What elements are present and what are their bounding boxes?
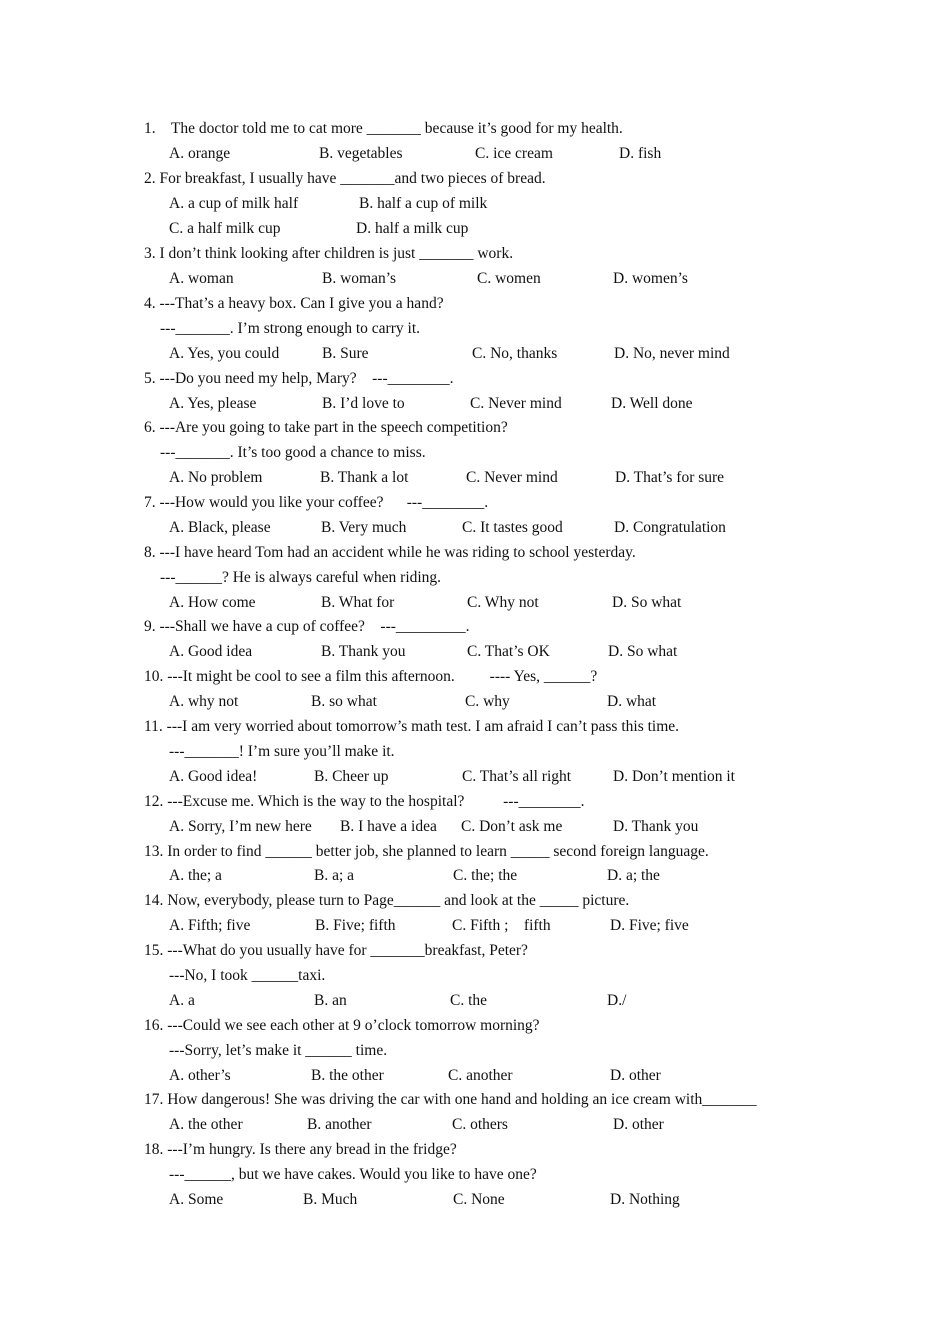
question-10-option-a: A. why not — [169, 693, 239, 710]
question-18-option-d: D. Nothing — [610, 1191, 680, 1208]
question-16-option-b: B. the other — [311, 1067, 384, 1084]
question-12-stem: 12. ---Excuse me. Which is the way to the hospital? ---________. — [144, 793, 585, 810]
question-9-option-d: D. So what — [608, 643, 678, 660]
question-9-option-c: C. That’s OK — [467, 643, 550, 660]
question-16-stem: 16. ---Could we see each other at 9 o’clock tomorrow morning? — [144, 1017, 540, 1034]
question-7-option-c: C. It tastes good — [462, 519, 563, 536]
question-2-option-c: C. a half milk cup — [169, 220, 281, 237]
question-7-option-d: D. Congratulation — [614, 519, 726, 536]
question-3-option-c: C. women — [477, 270, 541, 287]
question-13-stem: 13. In order to find ______ better job, she planned to learn _____ second foreign language. — [144, 843, 709, 860]
question-9-option-b: B. Thank you — [321, 643, 406, 660]
question-7-stem: 7. ---How would you like your coffee? ---________. — [144, 494, 489, 511]
question-4-option-d: D. No, never mind — [614, 345, 730, 362]
question-6-option-c: C. Never mind — [466, 469, 558, 486]
question-10-option-b: B. so what — [311, 693, 377, 710]
question-1-option-d: D. fish — [619, 145, 662, 162]
question-17-option-d: D. other — [613, 1116, 664, 1133]
question-12-option-d: D. Thank you — [613, 818, 699, 835]
question-3-option-a: A. woman — [169, 270, 234, 287]
question-5-option-a: A. Yes, please — [169, 395, 257, 412]
question-14-option-a: A. Fifth; five — [169, 917, 251, 934]
question-13-option-c: C. the; the — [453, 867, 518, 884]
question-5-option-c: C. Never mind — [470, 395, 562, 412]
question-6-stem: 6. ---Are you going to take part in the speech competition? — [144, 419, 508, 436]
question-3-option-d: D. women’s — [613, 270, 688, 287]
question-14-option-b: B. Five; fifth — [315, 917, 396, 934]
question-5-option-b: B. I’d love to — [322, 395, 405, 412]
question-10-stem: 10. ---It might be cool to see a film this afternoon. ---- Yes, ______? — [144, 668, 598, 685]
question-1-stem: 1. The doctor told me to cat more _______ because it’s good for my health. — [144, 120, 623, 137]
question-10-option-c: C. why — [465, 693, 510, 710]
question-3-option-b: B. woman’s — [322, 270, 397, 287]
question-8-option-c: C. Why not — [467, 594, 539, 611]
question-11-option-a: A. Good idea! — [169, 768, 258, 785]
question-6-stem-line-2: ---_______. It’s too good a chance to miss. — [160, 444, 426, 461]
question-17-option-b: B. another — [307, 1116, 372, 1133]
question-15-option-d: D./ — [607, 992, 627, 1009]
question-18-stem-line-2: ---______, but we have cakes. Would you like to have one? — [169, 1166, 537, 1183]
question-18-option-a: A. Some — [169, 1191, 224, 1208]
question-6-option-d: D. That’s for sure — [615, 469, 725, 486]
question-16-option-a: A. other’s — [169, 1067, 231, 1084]
question-13-option-d: D. a; the — [607, 867, 660, 884]
question-17-option-c: C. others — [452, 1116, 508, 1133]
question-7-option-a: A. Black, please — [169, 519, 271, 536]
question-12-option-a: A. Sorry, I’m new here — [169, 818, 312, 835]
question-11-option-b: B. Cheer up — [314, 768, 389, 785]
question-2-option-d: D. half a milk cup — [356, 220, 469, 237]
question-4-stem-line-2: ---_______. I’m strong enough to carry it. — [160, 320, 420, 337]
question-11-option-c: C. That’s all right — [462, 768, 572, 785]
question-15-option-c: C. the — [450, 992, 488, 1009]
question-17-option-a: A. the other — [169, 1116, 243, 1133]
question-18-stem: 18. ---I’m hungry. Is there any bread in the fridge? — [144, 1141, 457, 1158]
question-17-stem: 17. How dangerous! She was driving the car with one hand and holding an ice cream with_______ — [144, 1091, 757, 1108]
question-11-option-d: D. Don’t mention it — [613, 768, 735, 785]
question-4-option-a: A. Yes, you could — [169, 345, 280, 362]
question-5-option-d: D. Well done — [611, 395, 693, 412]
question-13-option-a: A. the; a — [169, 867, 222, 884]
question-6-option-a: A. No problem — [169, 469, 263, 486]
question-5-stem: 5. ---Do you need my help, Mary? ---________. — [144, 370, 454, 387]
question-11-stem-line-2: ---_______! I’m sure you’ll make it. — [169, 743, 395, 760]
question-9-option-a: A. Good idea — [169, 643, 253, 660]
question-16-stem-line-2: ---Sorry, let’s make it ______ time. — [169, 1042, 388, 1059]
question-4-stem: 4. ---That’s a heavy box. Can I give you a hand? — [144, 295, 444, 312]
question-6-option-b: B. Thank a lot — [320, 469, 409, 486]
question-15-stem-line-2: ---No, I took ______taxi. — [169, 967, 326, 984]
question-2-option-b: B. half a cup of milk — [359, 195, 488, 212]
question-3-stem: 3. I don’t think looking after children is just _______ work. — [144, 245, 514, 262]
question-8-stem-line-2: ---______? He is always careful when riding. — [160, 569, 442, 586]
question-14-stem: 14. Now, everybody, please turn to Page______ and look at the _____ picture. — [144, 892, 630, 909]
question-8-option-b: B. What for — [321, 594, 395, 611]
question-15-option-a: A. a — [169, 992, 195, 1009]
question-1-option-a: A. orange — [169, 145, 231, 162]
question-4-option-b: B. Sure — [322, 345, 369, 362]
question-14-option-d: D. Five; five — [610, 917, 689, 934]
question-13-option-b: B. a; a — [314, 867, 355, 884]
question-16-option-d: D. other — [610, 1067, 661, 1084]
question-2-option-a: A. a cup of milk half — [169, 195, 299, 212]
question-12-option-b: B. I have a idea — [340, 818, 437, 835]
question-7-option-b: B. Very much — [321, 519, 407, 536]
question-14-option-c: C. Fifth ; fifth — [452, 917, 551, 934]
question-15-stem: 15. ---What do you usually have for _______breakfast, Peter? — [144, 942, 528, 959]
question-18-option-c: C. None — [453, 1191, 505, 1208]
question-18-option-b: B. Much — [303, 1191, 358, 1208]
question-15-option-b: B. an — [314, 992, 347, 1009]
question-1-option-c: C. ice cream — [475, 145, 553, 162]
question-8-stem: 8. ---I have heard Tom had an accident while he was riding to school yesterday. — [144, 544, 636, 561]
question-2-stem: 2. For breakfast, I usually have _______and two pieces of bread. — [144, 170, 546, 187]
question-16-option-c: C. another — [448, 1067, 513, 1084]
question-9-stem: 9. ---Shall we have a cup of coffee? ---_________. — [144, 618, 470, 635]
question-4-option-c: C. No, thanks — [472, 345, 558, 362]
question-8-option-a: A. How come — [169, 594, 256, 611]
question-11-stem: 11. ---I am very worried about tomorrow’s math test. I am afraid I can’t pass this time. — [144, 718, 680, 735]
question-1-option-b: B. vegetables — [319, 145, 403, 162]
question-12-option-c: C. Don’t ask me — [461, 818, 563, 835]
question-8-option-d: D. So what — [612, 594, 682, 611]
question-10-option-d: D. what — [607, 693, 657, 710]
